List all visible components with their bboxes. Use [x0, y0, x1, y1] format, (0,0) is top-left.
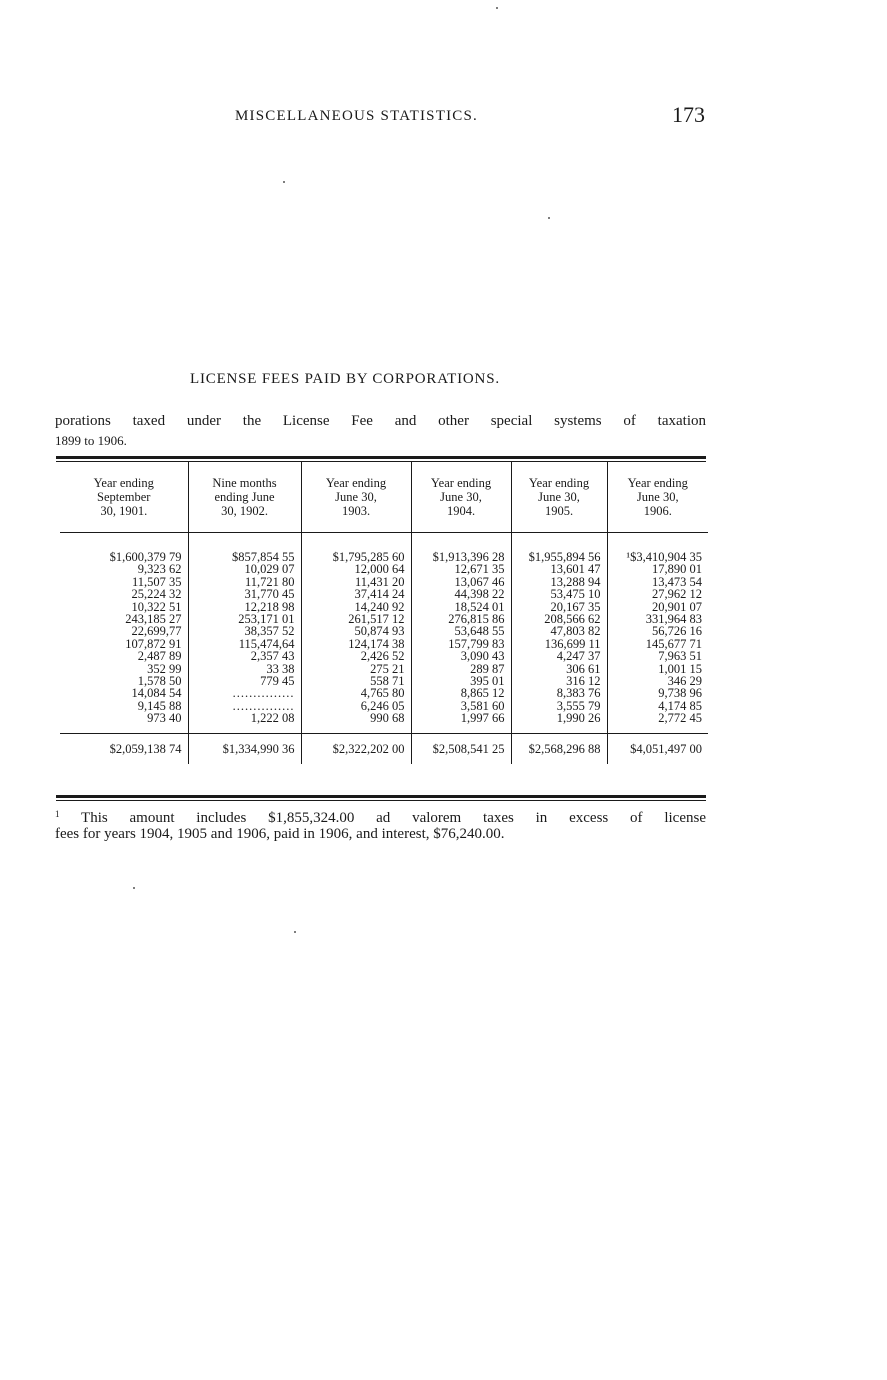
intro-line-1: porations taxed under the License Fee and other special systems of taxation — [55, 413, 706, 429]
table-cell: 1,222 08 — [188, 712, 301, 724]
table-cell: 3,555 79 — [511, 700, 607, 712]
table-cell: 13,067 46 — [411, 576, 511, 588]
table-cell: 8,865 12 — [411, 687, 511, 699]
table-cell: 9,738 96 — [607, 687, 708, 699]
table-cell: 20,167 35 — [511, 601, 607, 613]
table-cell: 145,677 71 — [607, 638, 708, 650]
table-cell: 990 68 — [301, 712, 411, 724]
table-cell: 1,001 15 — [607, 663, 708, 675]
running-head: MISCELLANEOUS STATISTICS. — [235, 108, 478, 124]
table-cell: 124,174 38 — [301, 638, 411, 650]
table-cell: 2,487 89 — [137, 649, 182, 664]
table-cell: 289 87 — [411, 663, 511, 675]
table-cell: $1,913,396 28 — [411, 551, 511, 563]
table-cell: 275 21 — [301, 663, 411, 675]
table-cell: 1,990 26 — [511, 712, 607, 724]
paper-speck — [496, 7, 498, 9]
table-cell: 3,090 43 — [411, 650, 511, 662]
table-cell: 1,578 50 — [137, 674, 182, 689]
column-header: Year ending June 30, 1903. — [301, 462, 411, 533]
table-cell: 13,473 54 — [607, 576, 708, 588]
table-cell: 8,383 76 — [511, 687, 607, 699]
table-cell: 31,770 45 — [188, 588, 301, 600]
table-cell: ............... — [188, 700, 301, 712]
table-cell: 208,566 62 — [511, 613, 607, 625]
table-cell: 4,247 37 — [511, 650, 607, 662]
table-row — [60, 625, 708, 637]
table-cell: 1,997 66 — [411, 712, 511, 724]
table-cell: 136,699 11 — [511, 638, 607, 650]
total-cell: $1,334,990 36 — [188, 733, 301, 764]
paper-speck — [548, 217, 550, 219]
paper-speck — [133, 887, 135, 889]
spacer-row — [60, 533, 708, 552]
footnote-line-1: $^1$ This amount includes $1,855,324.00 ad valorem taxes in excess of license — [55, 809, 706, 826]
column-header: Year ending June 30, 1905. — [511, 462, 607, 533]
table-row — [60, 588, 708, 600]
table-cell: 115,474,64 — [188, 638, 301, 650]
table-title: LICENSE FEES PAID BY CORPORATIONS. — [190, 371, 500, 387]
table-cell: 316 12 — [511, 675, 607, 687]
table-cell: 3,581 60 — [411, 700, 511, 712]
table-cell: 53,648 55 — [411, 625, 511, 637]
total-cell: $2,568,296 88 — [511, 733, 607, 764]
table-cell: 50,874 93 — [301, 625, 411, 637]
table-cell: $857,854 55 — [188, 551, 301, 563]
table-cell: 157,799 83 — [411, 638, 511, 650]
license-fees-table — [60, 462, 708, 764]
table-cell: 261,517 12 — [301, 613, 411, 625]
table-cell: 22,699,77 — [131, 624, 182, 639]
intro-text — [55, 412, 706, 450]
table-cell: 20,901 07 — [607, 601, 708, 613]
table-cell: 253,171 01 — [188, 613, 301, 625]
table-cell: $1,955,894 56 — [511, 551, 607, 563]
table-cell: 395 01 — [411, 675, 511, 687]
table-cell: 10,322 51 — [131, 599, 182, 614]
table-cell: 38,357 52 — [188, 625, 301, 637]
table-row — [60, 650, 708, 662]
table-cell: 779 45 — [188, 675, 301, 687]
total-cell: $4,051,497 00 — [607, 733, 708, 764]
column-header: Year ending September 30, 1901. — [60, 462, 188, 533]
table-cell: 2,772 45 — [607, 712, 708, 724]
column-header: Year ending June 30, 1904. — [411, 462, 511, 533]
table-cell: 6,246 05 — [301, 700, 411, 712]
table-cell: 107,872 91 — [125, 636, 182, 651]
total-cell: $2,059,138 74 — [60, 733, 188, 764]
footnote — [55, 806, 706, 842]
table-row — [60, 687, 708, 699]
paper-speck — [294, 931, 296, 933]
total-cell: $2,322,202 00 — [301, 733, 411, 764]
table-cell: 276,815 86 — [411, 613, 511, 625]
table-cell: 14,084 54 — [131, 686, 182, 701]
table-row — [60, 563, 708, 575]
table-cell: 53,475 10 — [511, 588, 607, 600]
table-body — [60, 533, 708, 765]
table-cell: 56,726 16 — [607, 625, 708, 637]
table-cell: 2,426 52 — [301, 650, 411, 662]
table-cell: 352 99 — [147, 661, 182, 676]
table-cell: 10,029 07 — [188, 563, 301, 575]
table-cell: ¹$3,410,904 35 — [607, 551, 708, 563]
table-cell: 11,507 35 — [131, 574, 182, 589]
column-header: Year ending June 30, 1906. — [607, 462, 708, 533]
table-cell: 306 61 — [511, 663, 607, 675]
table-cell: 973 40 — [147, 711, 182, 726]
table-cell: 44,398 22 — [411, 588, 511, 600]
table-cell: ............... — [188, 687, 301, 699]
table-cell: 13,601 47 — [511, 563, 607, 575]
footnote-marker: 1 — [55, 809, 60, 819]
table-cell: 9,323 62 — [137, 562, 182, 577]
table-cell: $1,600,379 79 — [109, 550, 182, 564]
table-cell: 7,963 51 — [607, 650, 708, 662]
table-cell: 346 29 — [607, 675, 708, 687]
table-cell: 14,240 92 — [301, 601, 411, 613]
table-cell: 2,357 43 — [188, 650, 301, 662]
intro-line-2: 1899 to 1906. — [55, 433, 127, 448]
page-number: 173 — [672, 102, 705, 127]
table-cell: $1,795,285 60 — [301, 551, 411, 563]
table-cell: 12,218 98 — [188, 601, 301, 613]
table-top-rule-thick — [56, 456, 706, 459]
table-cell: 37,414 24 — [301, 588, 411, 600]
total-cell: $2,508,541 25 — [411, 733, 511, 764]
table-cell: 4,765 80 — [301, 687, 411, 699]
paper-speck — [283, 181, 285, 183]
table-cell: 11,721 80 — [188, 576, 301, 588]
totals-row — [60, 733, 708, 764]
table-header-row — [60, 462, 708, 533]
table-row — [60, 712, 708, 724]
table-cell: 17,890 01 — [607, 563, 708, 575]
table-cell: 4,174 85 — [607, 700, 708, 712]
table-cell: 25,224 32 — [131, 587, 182, 602]
column-header: Nine months ending June 30, 1902. — [188, 462, 301, 533]
table-cell: 13,288 94 — [511, 576, 607, 588]
table-cell: 9,145 88 — [137, 698, 182, 713]
table-cell: 33 38 — [188, 663, 301, 675]
table-cell: 47,803 82 — [511, 625, 607, 637]
table-cell: 18,524 01 — [411, 601, 511, 613]
table-cell: 12,671 35 — [411, 563, 511, 575]
table-cell: 331,964 83 — [607, 613, 708, 625]
table-cell: 243,185 27 — [125, 612, 182, 627]
table-bottom-rule-thin — [56, 800, 706, 801]
table-cell: 27,962 12 — [607, 588, 708, 600]
spacer-row — [60, 725, 708, 734]
table-cell: 11,431 20 — [301, 576, 411, 588]
table-bottom-rule-thick — [56, 795, 706, 798]
table-cell: 12,000 64 — [301, 563, 411, 575]
table-cell: 558 71 — [301, 675, 411, 687]
footnote-line-2: fees for years 1904, 1905 and 1906, paid in 1906, and interest, $76,240.00. — [55, 826, 505, 842]
